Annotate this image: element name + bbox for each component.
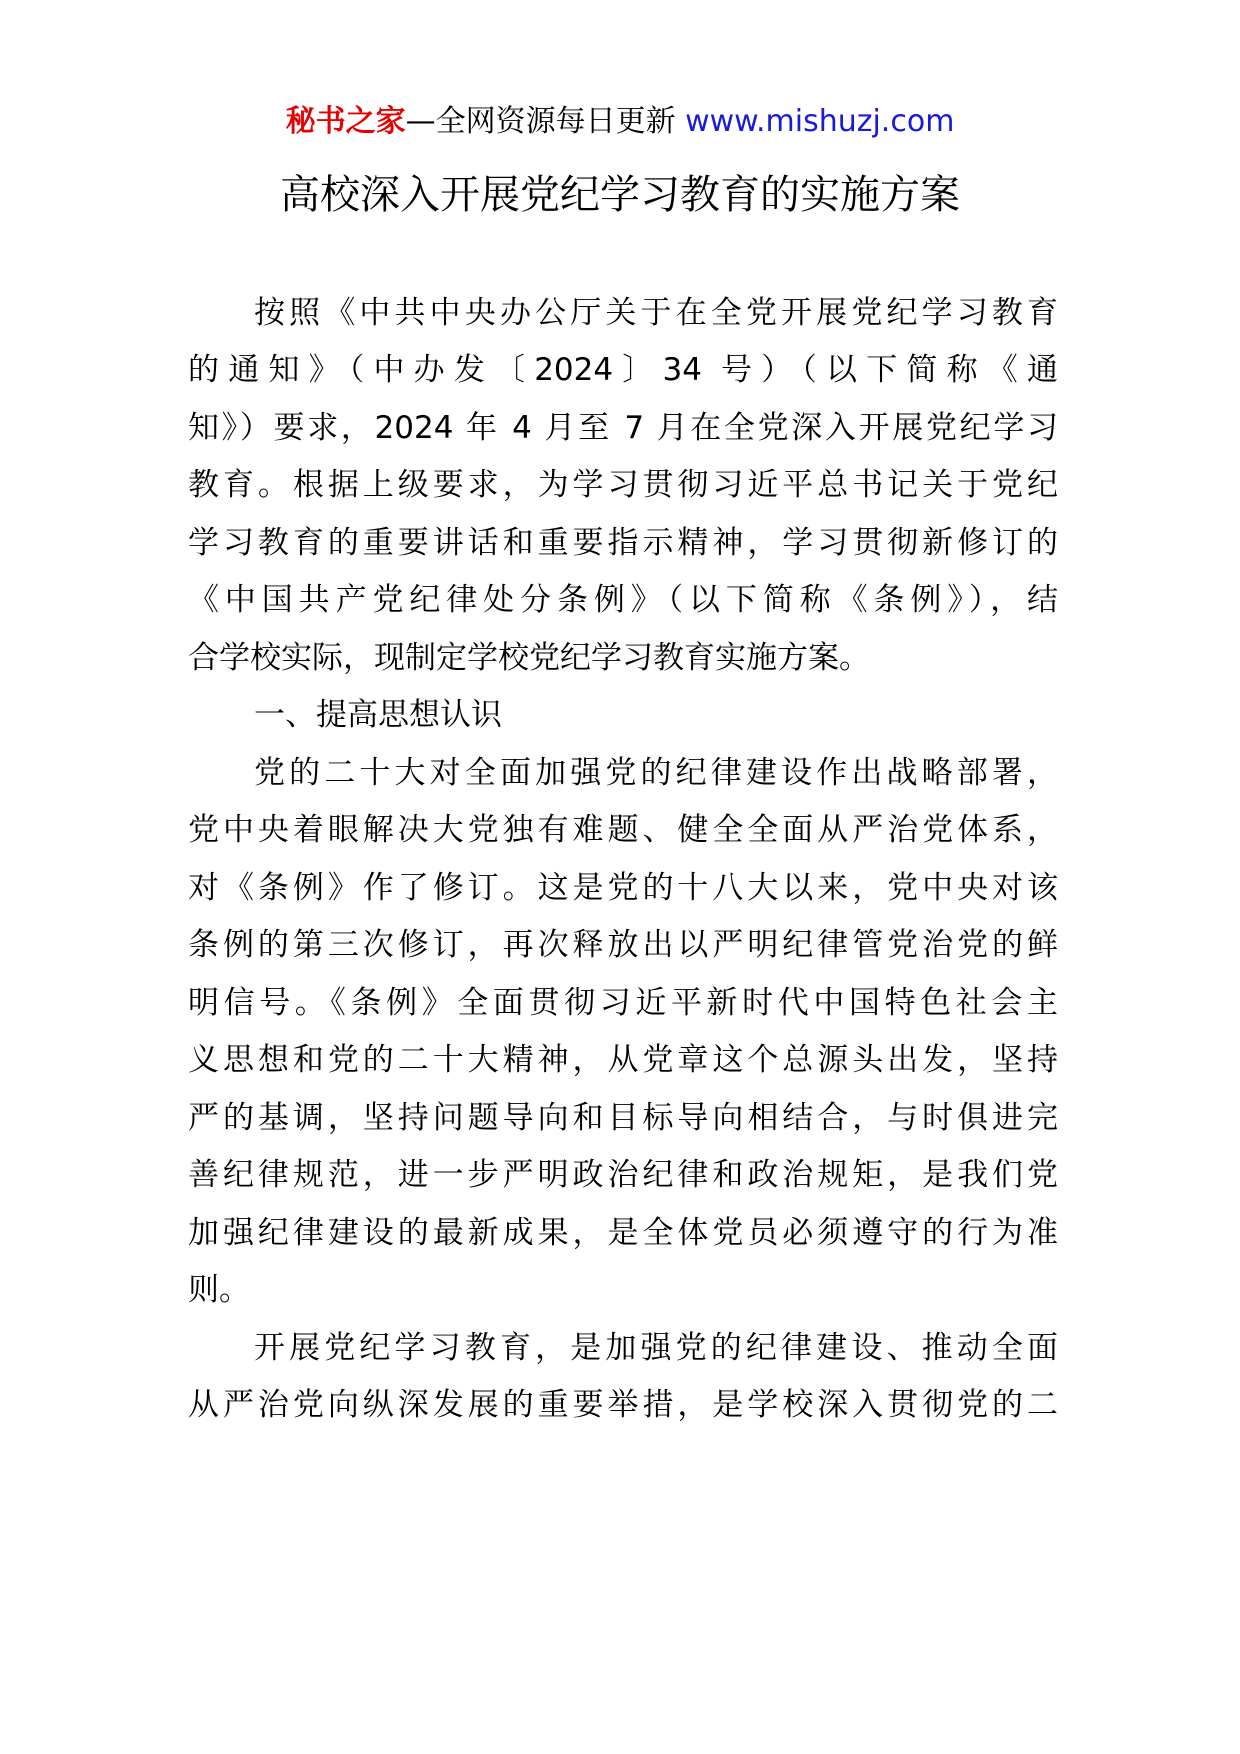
paragraph-line: 的通知》（中办发〔2024〕34 号）（以下简称《通 bbox=[188, 352, 1058, 388]
paragraph-line: 党中央着眼解决大党独有难题、健全全面从严治党体系， bbox=[188, 812, 1058, 848]
brand-name: 秘书之家 bbox=[285, 104, 406, 139]
paragraph-line: 加强纪律建设的最新成果，是全体党员必须遵守的行为准 bbox=[188, 1215, 1058, 1251]
paragraph-line: 党的二十大对全面加强党的纪律建设作出战略部署， bbox=[254, 755, 1058, 791]
paragraph-line: 《中国共产党纪律处分条例》（以下简称《条例》），结 bbox=[188, 582, 1058, 618]
paragraph-line: 开展党纪学习教育，是加强党的纪律建设、推动全面 bbox=[254, 1330, 1058, 1366]
paragraph-line: 义思想和党的二十大精神，从党章这个总源头出发，坚持 bbox=[188, 1042, 1058, 1078]
section-heading: 一、提高思想认识 bbox=[254, 697, 502, 733]
paragraph-line: 知》）要求，2024 年 4 月至 7 月在全党深入开展党纪学习 bbox=[188, 410, 1058, 446]
paragraph-line: 对《条例》作了修订。这是党的十八大以来，党中央对该 bbox=[188, 870, 1058, 906]
paragraph-line: 按照《中共中央办公厅关于在全党开展党纪学习教育 bbox=[254, 295, 1058, 331]
site-banner bbox=[0, 102, 1240, 142]
paragraph-line: 教育。根据上级要求，为学习贯彻习近平总书记关于党纪 bbox=[188, 467, 1058, 503]
paragraph-line: 严的基调，坚持问题导向和目标导向相结合，与时俱进完 bbox=[188, 1100, 1058, 1136]
paragraph-line: 合学校实际，现制定学校党纪学习教育实施方案。 bbox=[188, 640, 870, 676]
site-url: www.mishuzj.com bbox=[675, 104, 955, 139]
paragraph-line: 则。 bbox=[188, 1272, 250, 1308]
paragraph-line: 明信号。《条例》全面贯彻习近平新时代中国特色社会主 bbox=[188, 985, 1058, 1021]
paragraph-line: 条例的第三次修订，再次释放出以严明纪律管党治党的鲜 bbox=[188, 927, 1058, 963]
paragraph-line: 从严治党向纵深发展的重要举措，是学校深入贯彻党的二 bbox=[188, 1387, 1058, 1423]
document-title: 高校深入开展党纪学习教育的实施方案 bbox=[280, 172, 960, 218]
paragraph-line: 善纪律规范，进一步严明政治纪律和政治规矩，是我们党 bbox=[188, 1157, 1058, 1193]
banner-slogan: —全网资源每日更新 bbox=[405, 104, 676, 139]
paragraph-line: 学习教育的重要讲话和重要指示精神，学习贯彻新修订的 bbox=[188, 525, 1058, 561]
